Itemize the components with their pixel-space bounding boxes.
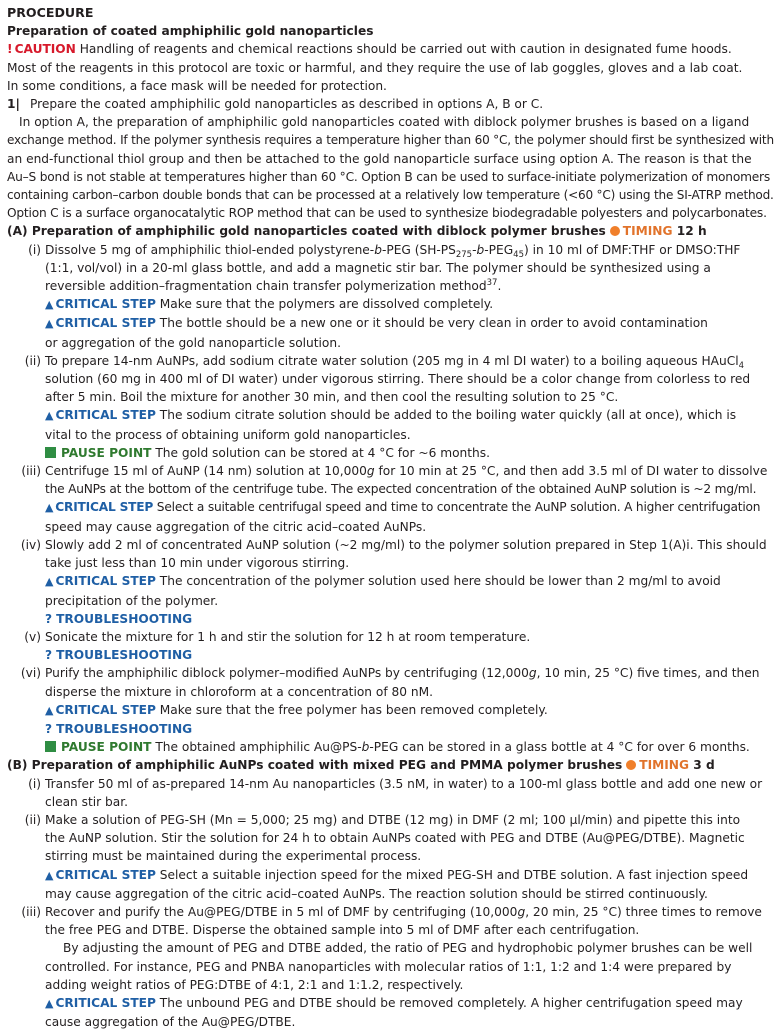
critical-step: ▲ CRITICAL STEP The unbound PEG and DTBE should be removed completely. A higher centrifugation speed may [45,995,743,1010]
step-number: 1| [7,97,20,112]
critical-step: ▲ CRITICAL STEP Select a suitable injection speed for the mixed PEG-SH and DTBE solution. A fast injection speed [45,867,749,882]
critical-step: ▲ CRITICAL STEP The concentration of the polymer solution used here should be lower than 2 mg/ml to avoid [45,574,721,589]
option-b-title: (B) Preparation of amphiphilic AuNPs coated with mixed PEG and PMMA polymer brushes TIMING 3 d [7,758,715,773]
step-1-intro-2: exchange method. If the polymer synthesis requires a temperature higher than 60 °C, the polymer should first be synthesized with [7,133,774,148]
step-1-intro-6: Option C is a surface organocatalytic ROP method that can be used to synthesize biodegradable polyesters and polycarbonates. [7,206,767,221]
pause-square-icon [45,741,56,752]
caution-line-2: Most of the reagents in this protocol are toxic or harmful, and they require the use of lab goggles, gloves and a lab coat. [7,60,743,75]
question-icon: ? [45,648,53,663]
option-b-step-i: (i) Transfer 50 ml of as-prepared 14-nm Au nanoparticles (3.5 nM, in water) to a 100-ml glass bottle and add one new or [28,776,763,791]
step-1-intro-3: an end-functional thiol group and then be attached to the gold nanoparticle surface using option A. The reason is that the [7,151,752,166]
triangle-icon: ▲ [45,409,54,423]
protocol-document: PROCEDURE Preparation of coated amphiphilic gold nanoparticles ! CAUTION Handling of reagents and chemical reactions should be carried out with caution in designated fume hoods. Most of the reagents in this protocol are toxic or harmful, and they require the use of lab goggles, gloves and a lab coat. In some conditions, a face mask will be needed for protection. 1| Prepare the coated amphiphilic gold nanoparticles as described in options A, B or C. In option A, the preparation of amphiphilic gold nanoparticles coated with diblock polymer brushes is based on a ligand exchange method. If the polymer synthesis requires a temperature higher than 60 °C, the polymer should first be synthesized with an end-functional thiol group and then be attached to the gold nanoparticle surface using option A. The reason is that the Au–S bond is not stable at temperatures higher than 60 °C. Option B can be used to surface-initiate polymerization of monomers containing carbon–carbon double bonds that can be processed at a relatively low temperature (<60 °C) using the SI-ATRP method. Option C is a surface organocatalytic ROP method that can be used to synthesize biodegradable polyesters and polycarbonates. (A) Preparation of amphiphilic gold nanoparticles coated with diblock polymer brushes TIMING 12 h (i) Dissolve 5 mg of amphiphilic thiol-ended polystyrene-b-PEG $(SH-PS_{275}-b-PEG_{45})$ in 10 ml of DMF:THF or DMSO:THF (1:1, vol/vol) in a 20-ml glass bottle, and add a magnetic stir bar. The polymer should be synthesized using a reversible addition–fragmentation chain transfer polymerization method$^{37}$. ▲ CRITICAL STEP Make sure that the polymers are dissolved completely. ▲ CRITICAL STEP The bottle should be a new one or it should be very clean in order to avoid contamination or aggregation of the gold nanoparticle solution. (ii) To prepare 14-nm AuNPs, add sodium citrate water solution (205 mg in 4 ml DI water) to a boiling aqueous HAuCl$_4$ solution (60 mg in 400 ml of DI water) under vigorous stirring. There should be a color change from colorless to red after 5 min. Boil the mixture for another 30 min, and then cool the resulting solution to 25 °C. ▲ CRITICAL STEP The sodium citrate solution should be added to the boiling water quickly (all at once), which is vital to the process of obtaining uniform gold nanoparticles. PAUSE POINT The gold solution can be stored at 4 °C for ~6 months. (iii) Centrifuge 15 ml of AuNP (14 nm) solution at 10,000g for 10 min at 25 °C, and then add 3.5 ml of DI water to dissolve the AuNPs at the bottom of the centrifuge tube. The expected concentration of the obtained AuNP solution is ~2 mg/ml. ▲ CRITICAL STEP Select a suitable centrifugal speed and time to concentrate the AuNP solution. A higher centrifugation speed may cause aggregation of the citric acid–coated AuNPs. (iv) Slowly add 2 ml of concentrated AuNP solution (~2 mg/ml) to the polymer solution prepared in Step 1(A)i. This should take just less than 10 min under vigorous stirring. ▲ CRITICAL STEP The concentration of the polymer solution used here should be lower than 2 mg/ml to avoid precipitation of the polymer. ? TROUBLESHOOTING (v) Sonicate the mixture for 1 h and stir the solution for 12 h at room temperature. ? TROUBLESHOOTING (vi) Purify the amphiphilic diblock polymer–modified AuNPs by centrifuging (12,000g, 10 min, 25 °C) five times, and then disperse the mixture in chloroform at a concentration of 80 nM. ▲ CRITICAL STEP Make sure that the free polymer has been removed completely. ? TROUBLESHOOTING PAUSE POINT The obtained amphiphilic Au@PS-b-PEG can be stored in a glass bottle at 4 °C for over 6 months. (B) Preparation of amphiphilic AuNPs coated with mixed PEG and PMMA polymer brushes TIMING 3 d (i) Transfer 50 ml of as-prepared 14-nm Au nanoparticles (3.5 nM, in water) to a 100-ml glass bottle and add one new or clean stir bar. (ii) Make a solution of PEG-SH (Mn = 5,000; 25 mg) and DTBE (12 mg) in DMF (2 ml; 100 µl/min) and pipette this into the AuNP solution. Stir the solution for 24 h to obtain AuNPs coated with PEG and DTBE (Au@PEG/DTBE). Magnetic stirring must be maintained during the experimental process. ▲ CRITICAL STEP Select a suitable injection speed for the mixed PEG-SH and DTBE solution. A fast injection speed may cause aggregation of the citric acid–coated AuNPs. The reaction solution should be stirred continuously. (iii) Recover and purify the Au@PEG/DTBE in 5 ml of DMF by centrifuging (10,000g, 20 min, 25 °C) three times to remove the free PEG and DTBE. Disperse the obtained sample into 5 ml of DMF after each centrifugation. By adjusting the amount of PEG and DTBE added, the ratio of PEG and hydrophobic polymer brushes can be well controlled. For instance, PEG and PNBA nanoparticles with molecular ratios of 1:1, 1:2 and 1:4 were prepared by adding weight ratios of PEG:DTBE of 4:1, 2:1 and 1:1.2, respectively. ▲ CRITICAL STEP The unbound PEG and DTBE should be removed completely. A higher centrifugation speed may cause aggregation of the Au@PEG/DTBE. [7,5,774,1030]
pause-point: PAUSE POINT The gold solution can be stored at 4 °C for ~6 months. [7,444,774,462]
troubleshooting-link[interactable]: ? TROUBLESHOOTING [45,721,193,736]
procedure-heading: PROCEDURE [7,5,94,20]
option-a-step-vi: (vi) Purify the amphiphilic diblock polymer–modified AuNPs by centrifuging (12,000g, 10 min, 25 °C) five times, and then [20,666,760,681]
question-icon: ? [45,611,53,626]
option-b-step-iii: (iii) Recover and purify the Au@PEG/DTBE in 5 ml of DMF by centrifuging (10,000g, 20 min, 25 °C) three times to remove [21,904,762,919]
step-1-intro-1: In option A, the preparation of amphiphilic gold nanoparticles coated with diblock polymer brushes is based on a ligand [19,115,750,130]
critical-step: ▲ CRITICAL STEP The sodium citrate solution should be added to the boiling water quickly (all at once), which is [45,408,737,423]
triangle-icon: ▲ [45,996,54,1010]
triangle-icon: ▲ [45,317,54,331]
option-a-title: (A) Preparation of amphiphilic gold nanoparticles coated with diblock polymer brushes TIMING 12 h [7,224,707,239]
step-1: 1| Prepare the coated amphiphilic gold nanoparticles as described in options A, B or C. [7,97,544,112]
critical-step: ▲ CRITICAL STEP Make sure that the free polymer has been removed completely. [45,702,548,717]
caution-line-3: In some conditions, a face mask will be needed for protection. [7,78,387,93]
troubleshooting-link[interactable]: ? TROUBLESHOOTING [45,648,193,663]
option-a-step-iii: (iii) Centrifuge 15 ml of AuNP (14 nm) solution at 10,000g for 10 min at 25 °C, and then add 3.5 ml of DI water to dissolve [21,464,768,479]
step-1-intro-4: Au–S bond is not stable at temperatures higher than 60 °C. Option B can be used to surface-initiate polymerization of monomers [7,169,771,184]
critical-step: ▲ CRITICAL STEP Make sure that the polymers are dissolved completely. [45,297,494,312]
section-title: Preparation of coated amphiphilic gold nanoparticles [7,24,374,39]
triangle-icon: ▲ [45,868,54,882]
triangle-icon: ▲ [45,703,54,717]
critical-step: ▲ CRITICAL STEP Select a suitable centrifugal speed and time to concentrate the AuNP solution. A higher centrifugation [45,500,761,515]
triangle-icon: ▲ [45,575,54,589]
timing-dot-icon [626,760,636,770]
option-a-step-i: (i) Dissolve 5 mg of amphiphilic thiol-ended polystyrene-b-PEG $(SH-PS_{275}-b-PEG_{45})$ in 10 ml of DMF:THF or DMSO:THF [28,242,741,260]
exclamation-icon: ! [7,42,13,57]
option-a-step-ii: (ii) To prepare 14-nm AuNPs, add sodium citrate water solution (205 mg in 4 ml DI water) to a boiling aqueous HAuCl$_4$ [24,353,745,371]
triangle-icon: ▲ [45,501,54,515]
triangle-icon: ▲ [45,298,54,312]
critical-step: ▲ CRITICAL STEP The bottle should be a new one or it should be very clean in order to avoid contamination [45,316,708,331]
pause-point: PAUSE POINT The obtained amphiphilic Au@PS-b-PEG can be stored in a glass bottle at 4 °C for over 6 months. [7,738,774,756]
option-a-step-iv: (iv) Slowly add 2 ml of concentrated AuNP solution (~2 mg/ml) to the polymer solution prepared in Step 1(A)i. This should [20,537,767,552]
caution-line-1: ! CAUTION Handling of reagents and chemical reactions should be carried out with caution in designated fume hoods. [7,42,732,57]
troubleshooting-link[interactable]: ? TROUBLESHOOTING [45,611,193,626]
timing-dot-icon [610,226,620,236]
option-a-step-v: (v) Sonicate the mixture for 1 h and stir the solution for 12 h at room temperature. [24,629,531,644]
step-1-intro-5: containing carbon–carbon double bonds that can be processed at a relatively low temperature (<60 °C) using the SI-ATRP method. [7,188,774,203]
question-icon: ? [45,721,53,736]
caution-label: CAUTION [14,42,76,57]
option-b-step-ii: (ii) Make a solution of PEG-SH (Mn = 5,000; 25 mg) and DTBE (12 mg) in DMF (2 ml; 100 µl/min) and pipette this into [24,812,741,827]
pause-square-icon [45,447,56,458]
